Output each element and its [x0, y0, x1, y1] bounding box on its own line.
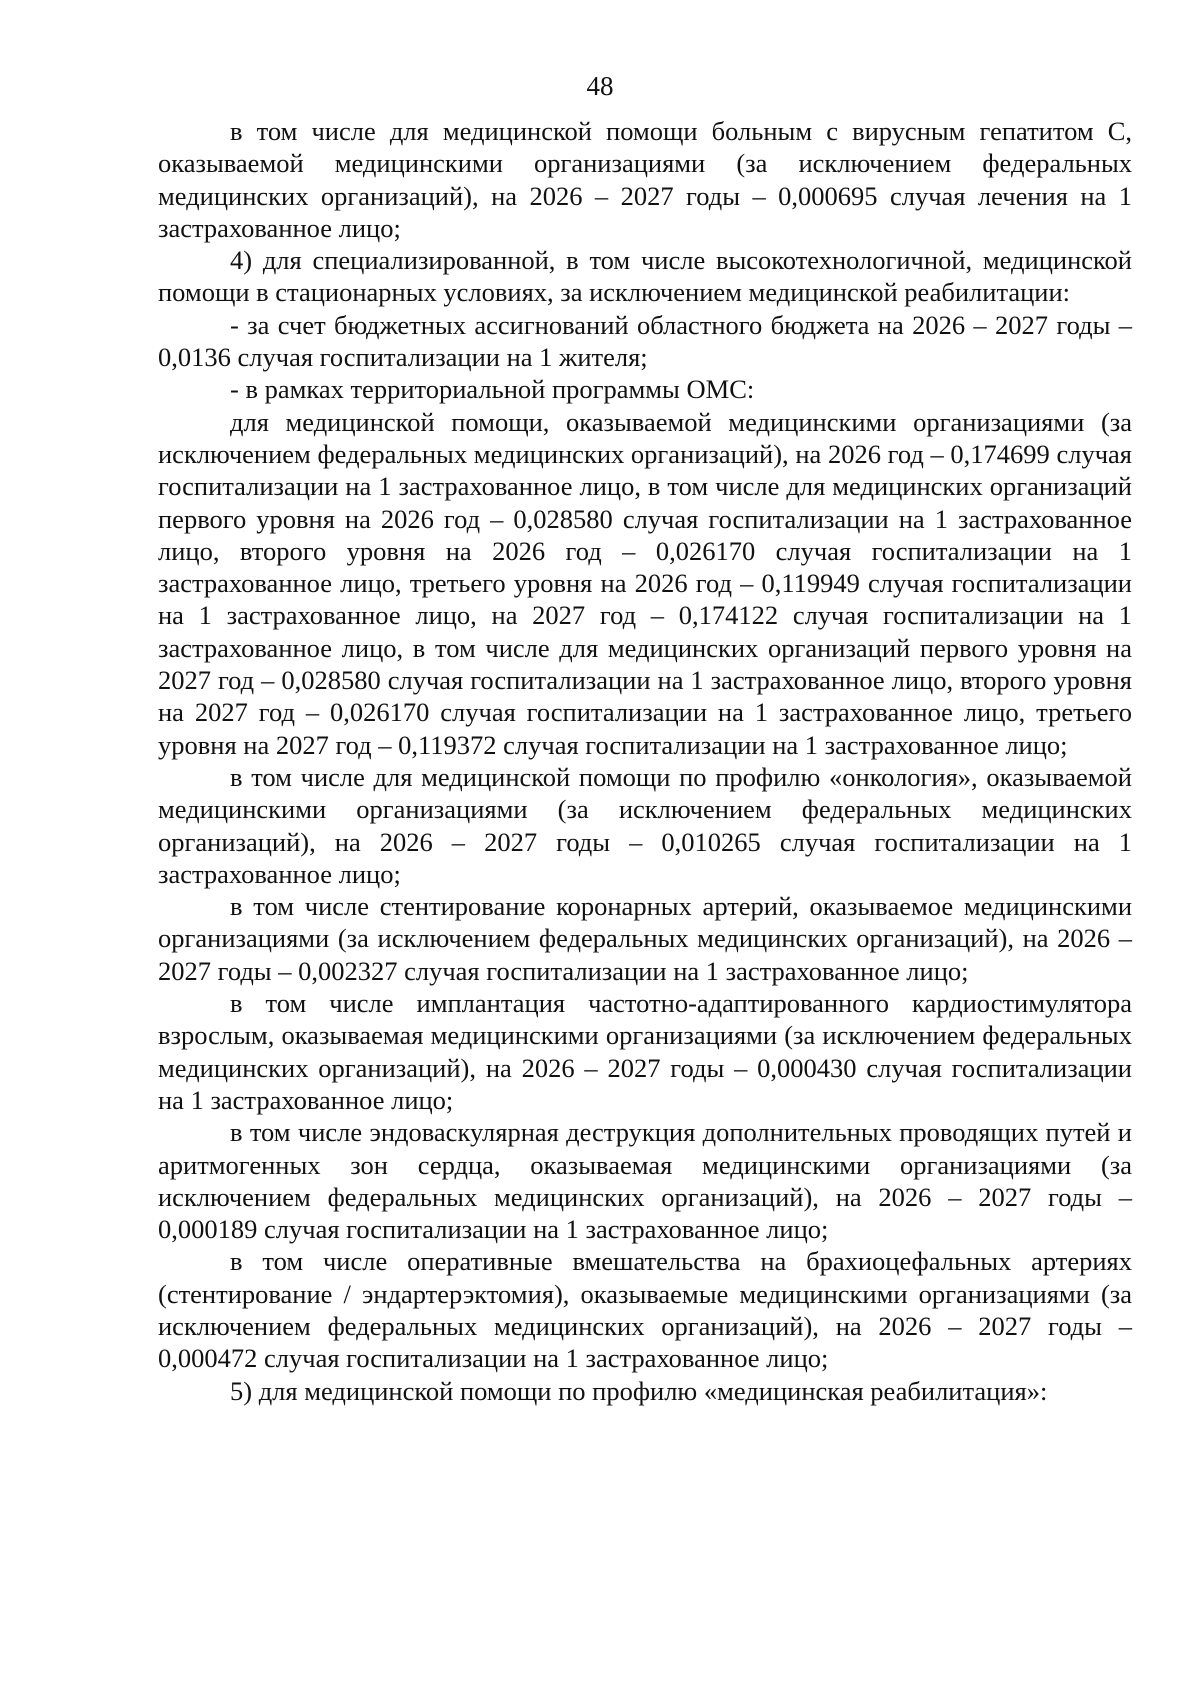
- paragraph-coronary-stenting: в том числе стентирование коронарных артерий, оказываемое медицинскими организациями (за исключением федеральных медицинских организаций), на 2026 – 2027 годы – 0,002327 случая госпитализации на 1 застрахованное лицо;: [158, 891, 1132, 986]
- paragraph-oms-program: - в рамках территориальной программы ОМС:: [230, 374, 755, 405]
- paragraph-oncology: в том числе для медицинской помощи по профилю «онкология», оказываемой медицинскими организациями (за исключением федеральных медицинских организаций), на 2026 – 2027 годы – 0,010265 случая госпитализации на 1 застрахованное лицо;: [158, 761, 1132, 889]
- paragraph-brachiocephalic-arteries: в том числе оперативные вмешательства на брахиоцефальных артериях (стентирование / эндартерэктомия), оказываемые медицинскими организациями (за исключением федеральных медицинских организаций), на 2026 – 2027 годы – 0,000472 случая госпитализации на 1 застрахованное лицо;: [158, 1246, 1132, 1374]
- paragraph-item-5-rehabilitation: 5) для медицинской помощи по профилю «медицинская реабилитация»:: [230, 1375, 1048, 1406]
- paragraph-hepatitis-c: в том числе для медицинской помощи больным с вирусным гепатитом С, оказываемой медицинскими организациями (за исключением федеральных медицинских организаций), на 2026 – 2027 годы – 0,000695 случая лечения на 1 застрахованное лицо;: [158, 116, 1132, 243]
- paragraph-pacemaker: в том числе имплантация частотно-адаптированного кардиостимулятора взрослым, оказываемая медицинскими организациями (за исключением федеральных медицинских организаций), на 2026 – 2027 годы – 0,000430 случая госпитализации на 1 застрахованное лицо;: [158, 988, 1132, 1115]
- page-number: 48: [586, 71, 614, 101]
- paragraph-item-4-specialized-care: 4) для специализированной, в том числе высокотехнологичной, медицинской помощи в стационарных условиях, за исключением медицинской реабилитации:: [158, 245, 1132, 308]
- paragraph-regional-budget: - за счет бюджетных ассигнований областного бюджета на 2026 – 2027 годы – 0,0136 случая госпитализации на 1 жителя;: [158, 309, 1132, 373]
- document-body: [158, 115, 1132, 1407]
- paragraph-endovascular-destruction: в том числе эндоваскулярная деструкция дополнительных проводящих путей и аритмогенных зон сердца, оказываемая медицинскими организациями (за исключением федеральных медицинских организаций), на 2026 – 2027 годы – 0,000189 случая госпитализации на 1 застрахованное лицо;: [158, 1117, 1132, 1245]
- paragraph-hospitalization-levels: для медицинской помощи, оказываемой медицинскими организациями (за исключением федеральных медицинских организаций), на 2026 год – 0,174699 случая госпитализации на 1 застрахованное лицо, в том числе для медицинских организаций первого уровня на 2026 год – 0,028580 случая госпитализации на 1 застрахованное лицо, второго уровня на 2026 год – 0,026170 случая госпитализации на 1 застрахованное лицо, третьего уровня на 2026 год – 0,119949 случая госпитализации на 1 застрахованное лицо, на 2027 год – 0,174122 случая госпитализации на 1 застрахованное лицо, в том числе для медицинских организаций первого уровня на 2027 год – 0,028580 случая госпитализации на 1 застрахованное лицо, второго уровня на 2027 год – 0,026170 случая госпитализации на 1 застрахованное лицо, третьего уровня на 2027 год – 0,119372 случая госпитализации на 1 застрахованное лицо;: [158, 406, 1132, 760]
